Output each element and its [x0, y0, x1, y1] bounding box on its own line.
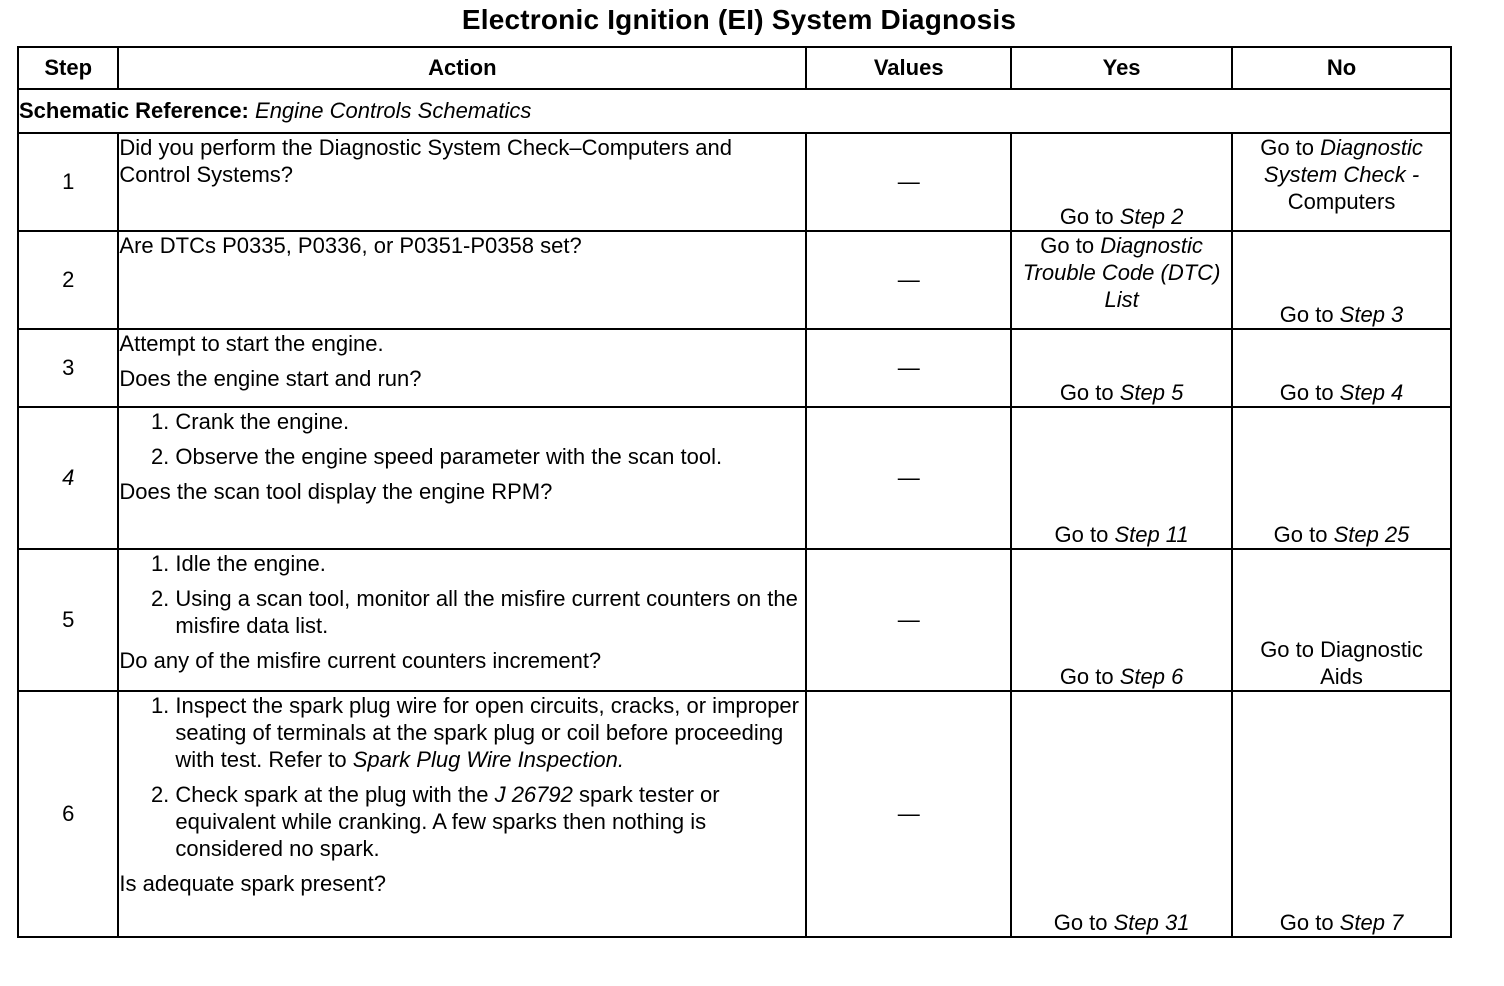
action-cell: [118, 407, 806, 549]
step-number: 5: [18, 549, 118, 691]
yes-link[interactable]: Step 6: [1119, 664, 1184, 689]
diagnosis-table: [17, 46, 1452, 938]
table-row: [18, 133, 1451, 231]
yes-link[interactable]: Diagnostic Trouble Code (DTC) List: [1022, 233, 1221, 312]
no-cell: [1232, 549, 1451, 691]
action-cell: [118, 329, 806, 407]
header-step: Step: [18, 47, 118, 89]
no-cell: [1232, 407, 1451, 549]
table-row: [18, 407, 1451, 549]
table-row: [18, 691, 1451, 937]
no-link[interactable]: Step 3: [1339, 302, 1404, 327]
schematic-row: [18, 89, 1451, 133]
no-prefix: Go to: [1260, 135, 1321, 160]
value-cell: —: [806, 133, 1011, 231]
header-action: Action: [118, 47, 806, 89]
list-item: 1. Idle the engine.: [175, 550, 805, 577]
schematic-label: Schematic Reference:: [19, 98, 249, 123]
list-item: 1. Crank the engine.: [175, 408, 805, 435]
no-prefix: Go to: [1279, 302, 1340, 327]
no-prefix: Go to: [1279, 910, 1340, 935]
item-text: Check spark at the plug with the: [175, 782, 495, 807]
yes-cell: [1011, 329, 1232, 407]
action-question: Does the engine start and run?: [119, 366, 422, 391]
action-question: Do any of the misfire current counters increment?: [119, 648, 602, 673]
no-cell: [1232, 133, 1451, 231]
action-list: [119, 408, 805, 470]
list-item: 2. Using a scan tool, monitor all the misfire current counters on the misfire data list.: [175, 585, 805, 639]
yes-prefix: Go to: [1040, 233, 1101, 258]
step-number: 6: [18, 691, 118, 937]
table-row: [18, 329, 1451, 407]
table-row: [18, 231, 1451, 329]
list-item: [175, 692, 805, 773]
no-link[interactable]: Go to Diagnostic Aids: [1260, 637, 1423, 689]
action-line: Attempt to start the engine.: [119, 331, 384, 356]
yes-prefix: Go to: [1059, 664, 1120, 689]
yes-link[interactable]: Step 2: [1119, 204, 1184, 229]
value-cell: —: [806, 549, 1011, 691]
yes-prefix: Go to: [1054, 522, 1115, 547]
action-list: [119, 692, 805, 862]
value-cell: —: [806, 407, 1011, 549]
header-row: [18, 47, 1451, 89]
no-link[interactable]: Step 4: [1339, 380, 1404, 405]
no-cell: [1232, 691, 1451, 937]
no-link[interactable]: Diagnostic System Check -: [1263, 135, 1423, 187]
yes-prefix: Go to: [1059, 380, 1120, 405]
action-cell: [118, 549, 806, 691]
value-cell: —: [806, 329, 1011, 407]
no-link[interactable]: Step 25: [1333, 522, 1410, 547]
item-reference-link[interactable]: Spark Plug Wire Inspection.: [352, 747, 624, 772]
yes-prefix: Go to: [1059, 204, 1120, 229]
value-cell: —: [806, 231, 1011, 329]
action-question: Does the scan tool display the engine RPM?: [119, 479, 553, 504]
yes-cell: [1011, 133, 1232, 231]
schematic-link[interactable]: Engine Controls Schematics: [255, 98, 532, 123]
schematic-reference: [18, 89, 1451, 133]
list-item: 2. Observe the engine speed parameter with the scan tool.: [175, 443, 805, 470]
value-cell: —: [806, 691, 1011, 937]
no-prefix: Go to: [1273, 522, 1334, 547]
yes-link[interactable]: Step 11: [1114, 522, 1189, 547]
no-link[interactable]: Step 7: [1339, 910, 1404, 935]
action-text: Are DTCs P0335, P0336, or P0351-P0358 set?: [118, 231, 806, 329]
item-text: spark tester or equivalent while cranking. A few sparks then nothing is considered no spark.: [175, 782, 720, 861]
yes-cell: [1011, 407, 1232, 549]
action-list: [119, 550, 805, 639]
step-number: 3: [18, 329, 118, 407]
step-number: 4: [18, 407, 118, 549]
item-text: Inspect the spark plug wire for open circuits, cracks, or improper seating of terminals at the spark plug or coil before proceeding with test. Refer to: [175, 693, 799, 772]
action-question: Is adequate spark present?: [119, 871, 387, 896]
page-title: Electronic Ignition (EI) System Diagnosis: [461, 4, 1017, 35]
no-suffix: Computers: [1287, 189, 1396, 214]
no-cell: [1232, 231, 1451, 329]
yes-link[interactable]: Step 5: [1119, 380, 1184, 405]
yes-cell: [1011, 549, 1232, 691]
header-yes: Yes: [1011, 47, 1232, 89]
action-cell: [118, 691, 806, 937]
yes-prefix: Go to: [1053, 910, 1114, 935]
step-number: 2: [18, 231, 118, 329]
header-values: Values: [806, 47, 1011, 89]
list-item: [175, 781, 805, 862]
yes-cell: [1011, 231, 1232, 329]
no-prefix: Go to: [1279, 380, 1340, 405]
yes-link[interactable]: Step 31: [1113, 910, 1190, 935]
table-row: [18, 549, 1451, 691]
header-no: No: [1232, 47, 1451, 89]
yes-cell: [1011, 691, 1232, 937]
tool-reference: J 26792: [494, 782, 573, 807]
no-cell: [1232, 329, 1451, 407]
step-number: 1: [18, 133, 118, 231]
action-text: Did you perform the Diagnostic System Check–Computers and Control Systems?: [118, 133, 806, 231]
